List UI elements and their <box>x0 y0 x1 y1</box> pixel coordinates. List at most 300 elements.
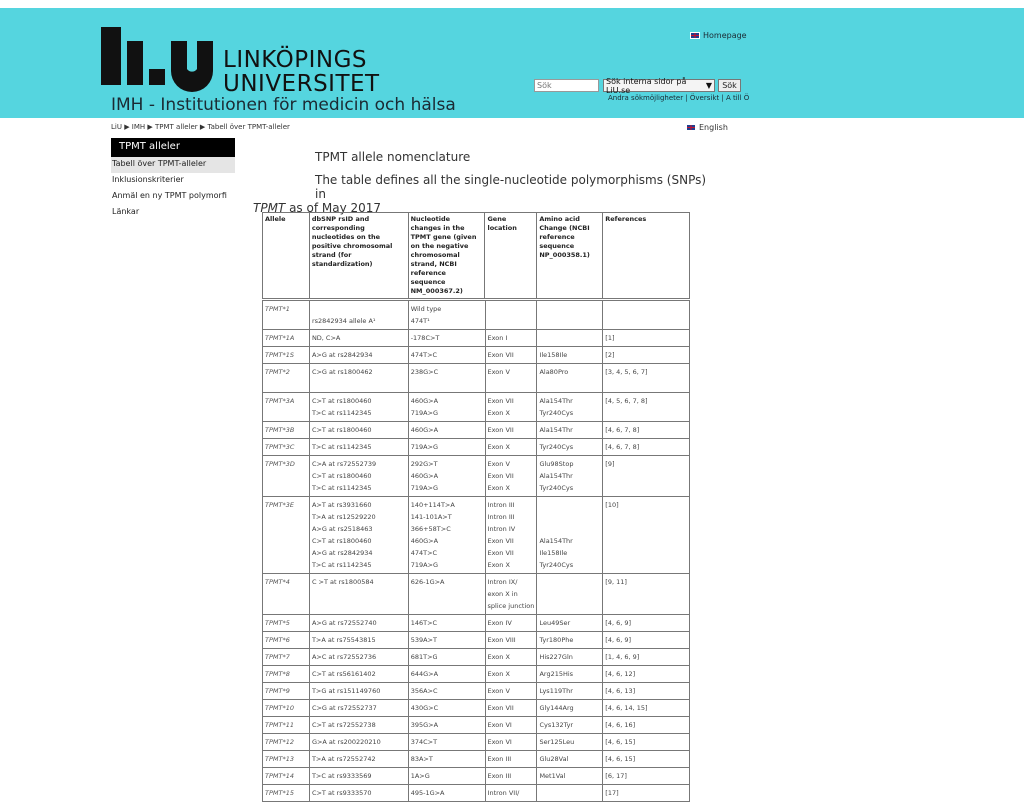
cell-amino-acid <box>537 497 603 574</box>
cell-line: TPMT*14 <box>265 772 294 780</box>
cell-nucleotide <box>408 717 485 734</box>
cell-line: [4, 6, 9] <box>605 619 632 627</box>
table-row <box>263 785 690 802</box>
homepage-label: Homepage <box>703 31 747 40</box>
side-navigation <box>111 138 235 221</box>
cell-line <box>539 576 600 588</box>
cell-allele <box>263 700 310 717</box>
cell-line: Exon X <box>487 561 510 569</box>
cell-line: A>G at rs2518463 <box>311 525 373 533</box>
cell-references <box>603 347 690 364</box>
english-label: English <box>699 123 728 132</box>
site-header <box>0 8 1024 118</box>
cell-line <box>539 600 600 612</box>
cell-amino-acid <box>537 364 603 393</box>
table-row <box>263 393 690 422</box>
sidenav-item-lankar[interactable]: Länkar <box>112 207 140 216</box>
cell-allele <box>263 717 310 734</box>
cell-amino-acid <box>537 683 603 700</box>
cell-line: [4, 6, 15] <box>605 755 636 763</box>
cell-line: Exon I <box>487 334 508 342</box>
cell-gene-location <box>485 393 537 422</box>
cell-amino-acid <box>537 301 603 330</box>
cell-line: [9] <box>605 460 615 468</box>
cell-line: 719A>G <box>410 484 439 492</box>
cell-line: C>T at rs1800460 <box>311 472 372 480</box>
cell-line: TPMT*15 <box>265 789 294 797</box>
cell-line: Ser125Leu <box>539 738 575 746</box>
cell-line: Intron VII/ <box>487 789 520 797</box>
cell-dbsnp <box>309 785 408 802</box>
department-name[interactable]: IMH - Institutionen för medicin och hälsa <box>111 95 456 115</box>
cell-line: TPMT*3E <box>265 501 294 509</box>
table-row <box>263 751 690 768</box>
cell-line: Tyr180Phe <box>539 636 574 644</box>
cell-line: G>A at rs200220210 <box>311 738 381 746</box>
cell-line: TPMT*10 <box>265 704 294 712</box>
cell-dbsnp <box>309 768 408 785</box>
cell-nucleotide <box>408 649 485 666</box>
cell-line: [4, 6, 16] <box>605 721 636 729</box>
cell-allele <box>263 751 310 768</box>
cell-line: Ile158Ile <box>539 351 568 359</box>
cell-dbsnp <box>309 632 408 649</box>
cell-line: Intron III <box>487 501 515 509</box>
cell-gene-location <box>485 717 537 734</box>
cell-line: 719A>G <box>410 443 439 451</box>
cell-line: His227Gln <box>539 653 573 661</box>
cell-line: [10] <box>605 501 619 509</box>
table-row <box>263 734 690 751</box>
cell-line <box>605 303 687 315</box>
cell-line: TPMT*6 <box>265 636 290 644</box>
cell-line: Intron IV <box>487 525 516 533</box>
cell-line: [6, 17] <box>605 772 627 780</box>
search-scope-select[interactable] <box>603 76 715 95</box>
cell-nucleotide <box>408 393 485 422</box>
cell-line: TPMT*8 <box>265 670 290 678</box>
cell-amino-acid <box>537 768 603 785</box>
cell-dbsnp <box>309 301 408 330</box>
cell-line: Tyr240Cys <box>539 443 574 451</box>
cell-line <box>488 303 535 315</box>
cell-line: Ala154Thr <box>539 426 573 434</box>
cell-line: Tyr240Cys <box>539 409 574 417</box>
cell-line: 146T>C <box>410 619 438 627</box>
cell-references <box>603 456 690 497</box>
cell-amino-acid <box>537 632 603 649</box>
cell-line: [4, 6, 13] <box>605 687 636 695</box>
col-allele: Allele <box>263 213 310 299</box>
cell-amino-acid <box>537 615 603 632</box>
cell-nucleotide <box>408 301 485 330</box>
cell-line: 83A>T <box>410 755 433 763</box>
cell-line: C >T at rs1800584 <box>311 578 374 586</box>
cell-references <box>603 364 690 393</box>
cell-line <box>539 523 600 535</box>
english-link[interactable] <box>686 123 728 132</box>
cell-allele <box>263 497 310 574</box>
cell-line: Lys119Thr <box>539 687 573 695</box>
cell-line: Exon X <box>487 484 510 492</box>
cell-line: T>A at rs72552742 <box>311 755 376 763</box>
intro-line2: as of May 2017 <box>285 201 382 215</box>
cell-line: TPMT*3C <box>265 443 295 451</box>
cell-nucleotide <box>408 439 485 456</box>
cell-line: [9, 11] <box>605 578 627 586</box>
cell-line: 460G>A <box>410 537 439 545</box>
cell-references <box>603 301 690 330</box>
cell-line: [2] <box>605 351 615 359</box>
cell-amino-acid <box>537 751 603 768</box>
sidenav-item-inklusionskriterier[interactable]: Inklusionskriterier <box>112 175 184 184</box>
cell-nucleotide <box>408 734 485 751</box>
cell-references <box>603 700 690 717</box>
cell-line <box>312 303 406 315</box>
cell-line: Wild type <box>410 305 442 313</box>
table-row <box>263 330 690 347</box>
table-row <box>263 574 690 615</box>
cell-gene-location <box>485 364 537 393</box>
cell-line: TPMT*3A <box>265 397 295 405</box>
intro-gene: TPMT <box>253 201 286 215</box>
search-links[interactable]: Andra sökmöjligheter | Översikt | A till Ö <box>608 94 750 102</box>
cell-line: Exon X <box>487 409 510 417</box>
cell-nucleotide <box>408 422 485 439</box>
top-band <box>0 0 1024 8</box>
cell-line <box>539 588 600 600</box>
cell-line: TPMT*3D <box>265 460 295 468</box>
sidenav-item-tabell[interactable]: Tabell över TPMT-alleler <box>111 157 235 173</box>
cell-nucleotide <box>408 683 485 700</box>
cell-dbsnp <box>309 615 408 632</box>
col-amino-acid: Amino acid Change (NCBI reference sequence NP_000358.1) <box>537 213 603 299</box>
search-input[interactable] <box>534 79 599 92</box>
cell-references <box>603 734 690 751</box>
cell-allele <box>263 666 310 683</box>
university-name[interactable] <box>223 48 380 96</box>
cell-line: A>G at rs2842934 <box>311 549 373 557</box>
cell-line: [4, 6, 7, 8] <box>605 426 640 434</box>
cell-dbsnp <box>309 717 408 734</box>
table-row <box>263 439 690 456</box>
header-table <box>262 212 690 299</box>
cell-amino-acid <box>537 734 603 751</box>
cell-amino-acid <box>537 393 603 422</box>
cell-amino-acid <box>537 717 603 734</box>
cell-line: C>T at rs1800460 <box>311 537 372 545</box>
breadcrumb[interactable]: LiU ▶ IMH ▶ TPMT alleler ▶ Tabell över TPMT-alleler <box>111 123 290 131</box>
table-row <box>263 497 690 574</box>
cell-nucleotide <box>408 666 485 683</box>
cell-line: 460G>A <box>410 426 439 434</box>
homepage-link[interactable] <box>690 31 747 40</box>
cell-line: 474T>C <box>410 549 438 557</box>
cell-nucleotide <box>408 456 485 497</box>
intro-text <box>253 173 713 215</box>
cell-amino-acid <box>537 456 603 497</box>
cell-nucleotide <box>408 632 485 649</box>
table-row <box>263 364 690 393</box>
cell-references <box>603 574 690 615</box>
table-row <box>263 700 690 717</box>
cell-line: 292G>T <box>410 460 438 468</box>
col-dbsnp: dbSNP rsID and corresponding nucleotides on the positive chromosomal strand (for standardization) <box>309 213 408 299</box>
cell-line: C>T at rs1800460 <box>311 397 372 405</box>
cell-line: ND, C>A <box>311 334 341 342</box>
cell-line <box>312 600 406 612</box>
cell-dbsnp <box>309 683 408 700</box>
cell-line: Exon VI <box>487 738 512 746</box>
cell-line: 474T¹ <box>410 317 430 325</box>
cell-dbsnp <box>309 574 408 615</box>
cell-allele <box>263 734 310 751</box>
cell-gene-location <box>485 632 537 649</box>
cell-line: rs2842934 allele A¹ <box>311 317 376 325</box>
page-title: TPMT allele nomenclature <box>315 150 471 164</box>
cell-line: [1, 4, 6, 9] <box>605 653 640 661</box>
cell-line <box>312 588 406 600</box>
cell-line: C>G at rs1800462 <box>311 368 373 376</box>
cell-dbsnp <box>309 497 408 574</box>
cell-gene-location <box>485 615 537 632</box>
cell-line: exon X in <box>487 590 518 598</box>
allele-table <box>262 300 690 802</box>
cell-line <box>539 499 600 511</box>
cell-line: Exon VIII <box>487 636 516 644</box>
cell-nucleotide <box>408 574 485 615</box>
cell-line: T>C at rs1142345 <box>311 484 372 492</box>
cell-dbsnp <box>309 751 408 768</box>
cell-line: TPMT*5 <box>265 619 290 627</box>
cell-references <box>603 615 690 632</box>
cell-amino-acid <box>537 330 603 347</box>
cell-line: 366+58T>C <box>410 525 451 533</box>
sidenav-active-tpmt-alleler[interactable]: TPMT alleler <box>111 138 235 157</box>
cell-line: C>G at rs72552737 <box>311 704 377 712</box>
cell-line: TPMT*2 <box>265 368 290 376</box>
sidenav-item-anmal[interactable]: Anmäl en ny TPMT polymorfi <box>112 191 227 200</box>
cell-line: Exon VII <box>487 704 514 712</box>
cell-line: 474T>C <box>410 351 438 359</box>
cell-line: Exon III <box>487 755 512 763</box>
cell-line: [4, 6, 12] <box>605 670 636 678</box>
cell-dbsnp <box>309 439 408 456</box>
cell-gene-location <box>485 649 537 666</box>
cell-line: Exon X <box>487 670 510 678</box>
uk-flag-icon <box>690 32 700 39</box>
table-row <box>263 615 690 632</box>
search-button[interactable]: Sök <box>718 79 741 92</box>
cell-amino-acid <box>537 785 603 802</box>
cell-line <box>539 303 600 315</box>
table-row <box>263 456 690 497</box>
cell-line: Exon X <box>487 653 510 661</box>
search-scope-value: Sök interna sidor på LiU.se <box>606 76 687 95</box>
cell-nucleotide <box>408 700 485 717</box>
table-row <box>263 683 690 700</box>
cell-line: TPMT*3B <box>265 426 295 434</box>
cell-gene-location <box>485 751 537 768</box>
cell-line <box>411 600 483 612</box>
cell-line: TPMT*11 <box>265 721 294 729</box>
table-row <box>263 347 690 364</box>
cell-line: 539A>T <box>410 636 437 644</box>
cell-line: T>C at rs1142345 <box>311 443 372 451</box>
cell-line: Intron IX/ <box>487 578 518 586</box>
cell-line: Exon VII <box>487 537 514 545</box>
cell-references <box>603 666 690 683</box>
cell-line: Glu98Stop <box>539 460 574 468</box>
cell-gene-location <box>485 768 537 785</box>
cell-line: TPMT*4 <box>265 578 290 586</box>
cell-dbsnp <box>309 347 408 364</box>
cell-amino-acid <box>537 574 603 615</box>
cell-line: [4, 6, 14, 15] <box>605 704 648 712</box>
cell-line: Exon X <box>487 443 510 451</box>
cell-gene-location <box>485 301 537 330</box>
cell-line: C>T at rs56161402 <box>311 670 376 678</box>
cell-line: T>C at rs1142345 <box>311 561 372 569</box>
cell-line: 1A>G <box>410 772 430 780</box>
cell-amino-acid <box>537 666 603 683</box>
cell-line: T>A at rs75543815 <box>311 636 376 644</box>
cell-references <box>603 768 690 785</box>
cell-dbsnp <box>309 422 408 439</box>
cell-gene-location <box>485 666 537 683</box>
liu-logo-icon[interactable] <box>101 27 213 85</box>
cell-line: 460G>A <box>410 472 439 480</box>
cell-line: 626-1G>A <box>410 578 445 586</box>
cell-line: A>T at rs3931660 <box>311 501 372 509</box>
cell-dbsnp <box>309 393 408 422</box>
col-references: References <box>603 213 690 299</box>
cell-line <box>411 588 483 600</box>
cell-gene-location <box>485 347 537 364</box>
cell-line: 719A>G <box>410 561 439 569</box>
intro-line1: The table defines all the single-nucleotide polymorphisms (SNPs) in <box>315 173 707 201</box>
cell-line: -178C>T <box>410 334 440 342</box>
cell-line: [4, 6, 7, 8] <box>605 443 640 451</box>
cell-line: Exon V <box>487 460 510 468</box>
cell-references <box>603 717 690 734</box>
cell-line <box>312 378 406 390</box>
cell-nucleotide <box>408 497 485 574</box>
cell-line: A>G at rs72552740 <box>311 619 377 627</box>
cell-line: Ala80Pro <box>539 368 569 376</box>
cell-line: Ala154Thr <box>539 397 573 405</box>
cell-gene-location <box>485 497 537 574</box>
cell-allele <box>263 347 310 364</box>
cell-line: Exon III <box>487 772 512 780</box>
cell-line: Tyr240Cys <box>539 561 574 569</box>
cell-line: [4, 6, 9] <box>605 636 632 644</box>
col-gene-location: Gene location <box>485 213 537 299</box>
table-row <box>263 632 690 649</box>
cell-line: 460G>A <box>410 397 439 405</box>
cell-gene-location <box>485 700 537 717</box>
cell-line: C>T at rs9333570 <box>311 789 372 797</box>
cell-line: [1] <box>605 334 615 342</box>
cell-line: C>T at rs1800460 <box>311 426 372 434</box>
allele-table-body <box>263 301 690 802</box>
university-name-line2: UNIVERSITET <box>223 71 380 97</box>
cell-nucleotide <box>408 615 485 632</box>
cell-references <box>603 497 690 574</box>
cell-allele <box>263 683 310 700</box>
cell-line: 395G>A <box>410 721 439 729</box>
cell-amino-acid <box>537 700 603 717</box>
cell-allele <box>263 768 310 785</box>
cell-line: TPMT*1A <box>265 334 295 342</box>
cell-allele <box>263 330 310 347</box>
cell-line: splice junction <box>487 602 535 610</box>
university-name-line1: LINKÖPINGS <box>223 47 368 73</box>
cell-nucleotide <box>408 785 485 802</box>
cell-allele <box>263 632 310 649</box>
cell-line: Ala154Thr <box>539 537 573 545</box>
cell-line: TPMT*9 <box>265 687 290 695</box>
cell-gene-location <box>485 785 537 802</box>
cell-line: TPMT*12 <box>265 738 294 746</box>
cell-gene-location <box>485 456 537 497</box>
cell-line: 430G>C <box>410 704 439 712</box>
cell-line: Arg215His <box>539 670 574 678</box>
cell-line: TPMT*7 <box>265 653 290 661</box>
cell-line: Exon VII <box>487 351 514 359</box>
cell-line: C>A at rs72552739 <box>311 460 377 468</box>
cell-line: 140+114T>A <box>410 501 455 509</box>
cell-allele <box>263 393 310 422</box>
cell-line: 681T>G <box>410 653 438 661</box>
cell-dbsnp <box>309 364 408 393</box>
cell-line: Exon VII <box>487 549 514 557</box>
cell-line: [17] <box>605 789 619 797</box>
cell-line: Glu28Val <box>539 755 569 763</box>
cell-gene-location <box>485 683 537 700</box>
cell-dbsnp <box>309 734 408 751</box>
cell-references <box>603 751 690 768</box>
cell-line: 719A>G <box>410 409 439 417</box>
col-nucleotide: Nucleotide changes in the TPMT gene (given on the negative chromosomal strand, NCBI reference sequence NM_000367.2) <box>408 213 485 299</box>
cell-allele <box>263 456 310 497</box>
cell-line: A>G at rs2842934 <box>311 351 373 359</box>
cell-gene-location <box>485 734 537 751</box>
table-row <box>263 422 690 439</box>
uk-flag-icon <box>686 124 696 131</box>
table-row <box>263 649 690 666</box>
cell-allele <box>263 615 310 632</box>
cell-references <box>603 439 690 456</box>
cell-line: 238G>C <box>410 368 439 376</box>
cell-amino-acid <box>537 422 603 439</box>
cell-dbsnp <box>309 456 408 497</box>
cell-amino-acid <box>537 347 603 364</box>
cell-references <box>603 393 690 422</box>
cell-allele <box>263 785 310 802</box>
cell-line: Ala154Thr <box>539 472 573 480</box>
cell-line: Cys132Tyr <box>539 721 574 729</box>
cell-line: 495-1G>A <box>410 789 445 797</box>
cell-references <box>603 632 690 649</box>
cell-amino-acid <box>537 439 603 456</box>
cell-allele <box>263 649 310 666</box>
cell-line: T>C at rs9333569 <box>311 772 372 780</box>
cell-references <box>603 649 690 666</box>
cell-allele <box>263 439 310 456</box>
cell-line: Tyr240Cys <box>539 484 574 492</box>
cell-line <box>539 511 600 523</box>
